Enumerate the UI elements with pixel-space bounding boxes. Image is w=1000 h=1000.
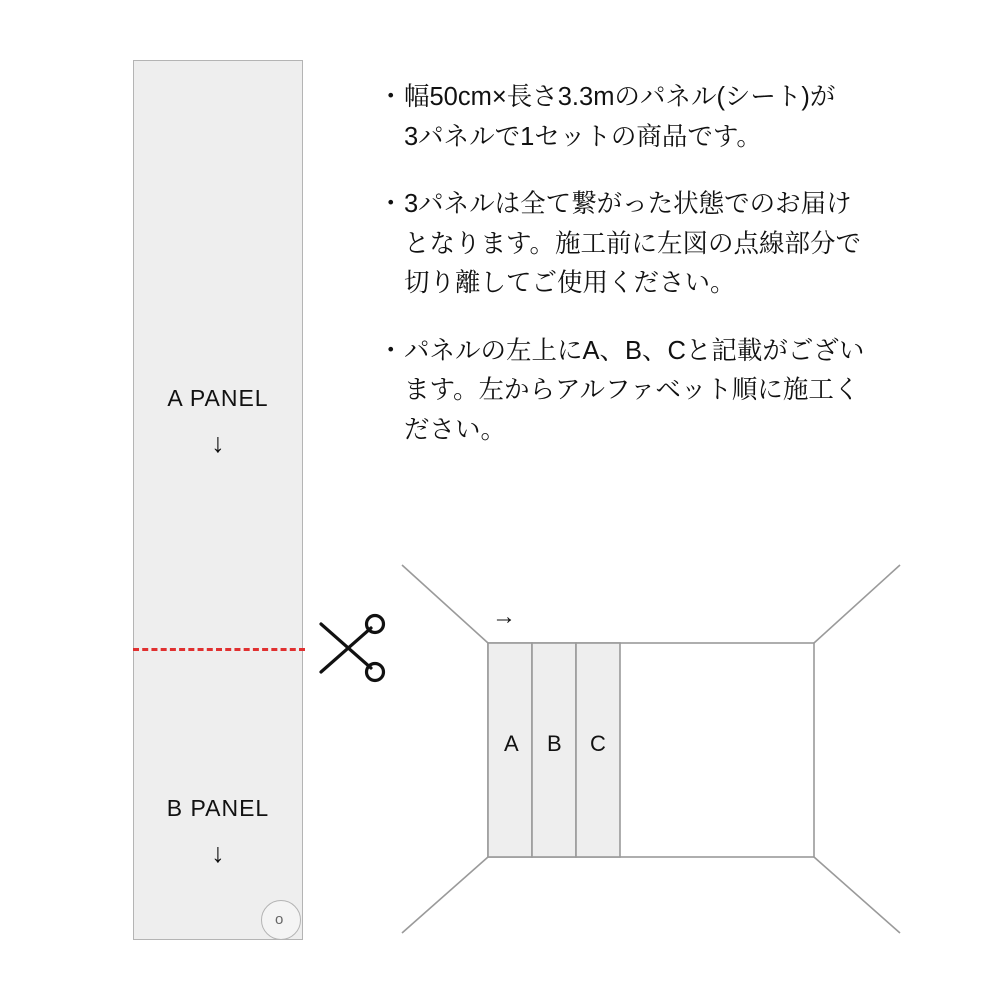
list-item	[378, 78, 958, 157]
roll-core-mark: o	[275, 911, 284, 928]
text-line: ださい。	[404, 415, 507, 444]
list-item-text	[404, 78, 958, 157]
list-item-text	[404, 185, 958, 304]
room-installation-diagram	[400, 555, 940, 945]
text-line: 切り離してご使用ください。	[404, 269, 736, 298]
roll-core-circle	[261, 900, 301, 940]
panel-a-arrow-icon: ↓	[211, 428, 225, 458]
panel-b-label: B PANEL	[166, 795, 270, 821]
room-panel-letter-c: C	[590, 731, 606, 756]
room-perspective-svg	[400, 555, 940, 945]
panel-a-label: A PANEL	[167, 385, 269, 411]
text-line: ます。左からアルファベット順に施工く	[404, 376, 860, 405]
bullet-mark: ・	[378, 83, 404, 111]
scissors-icon	[313, 612, 389, 688]
installation-direction-arrow-icon: →	[492, 603, 516, 630]
text-line: 3パネルで1セットの商品です。	[404, 122, 762, 151]
list-item-text	[404, 332, 958, 451]
bullet-mark: ・	[378, 336, 404, 365]
instruction-list	[378, 78, 958, 478]
bullet-mark: ・	[378, 190, 404, 219]
wallpaper-roll-diagram	[133, 60, 305, 945]
cut-line-dashed	[133, 648, 305, 651]
text-line: 幅50cm×長さ3.3mのパネル(シート)が	[404, 83, 836, 111]
list-item	[378, 185, 958, 304]
room-panel-letter-a: A	[504, 731, 519, 756]
text-line: パネルの左上にA、B、Cと記載がござい	[404, 336, 865, 365]
text-line: 3パネルは全て繋がった状態でのお届け	[404, 190, 852, 219]
list-item	[378, 332, 958, 451]
panel-b-arrow-icon: ↓	[211, 838, 225, 868]
room-panel-letter-b: B	[547, 731, 562, 756]
text-line: となります。施工前に左図の点線部分で	[404, 229, 861, 258]
